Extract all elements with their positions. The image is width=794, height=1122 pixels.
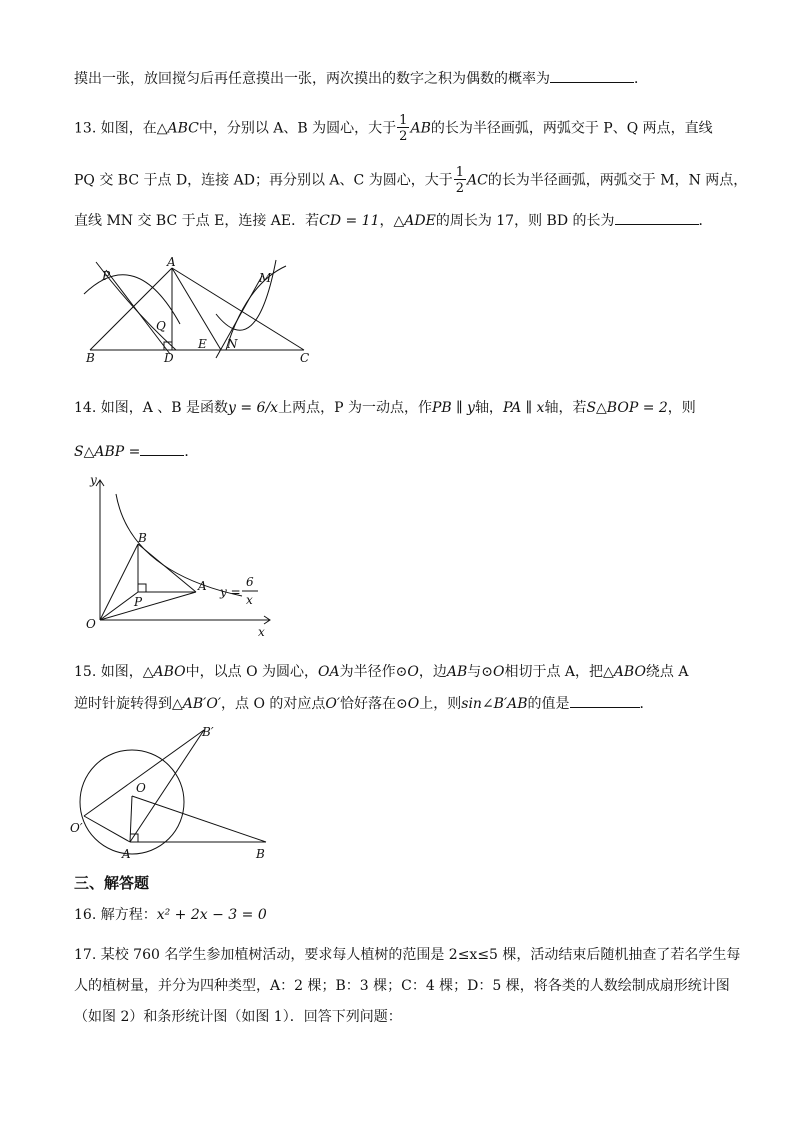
q14-parallel: PA ∥ x (502, 400, 545, 416)
q17-line1: 17. 某校 760 名学生参加植树活动，要求每人植树的范围是 2≤x≤5 棵，活动结束后随机抽查了若名学生每 (74, 947, 741, 963)
label-b-prime: B′ (202, 725, 214, 739)
answer-blank (615, 212, 699, 225)
answer-blank (570, 695, 640, 708)
q14-area-unknown: S△ABP = (74, 444, 141, 460)
label-a: A (198, 579, 207, 593)
q17-line2: 人的植树量，并分为四种类型，A：2 棵；B：3 棵；C：4 棵；D：5 棵，将各类的人数绘制成扇形统计图 (74, 978, 730, 994)
q13-text: 的长为半径画弧，两弧交于 M，N 两点， (487, 172, 748, 189)
q13-line1 (74, 114, 713, 143)
q15-line1: 15. 如图，△ABO中，以点 O 为圆心，OA为半径作⊙O，边AB与⊙O相切于点 A，把△ABO绕点 A (74, 664, 689, 680)
q13-text: 13. 如图，在 (74, 120, 157, 137)
q12-line: 摸出一张，放回搅匀后再任意摸出一张，两次摸出的数字之积为偶数的概率为 ． (74, 71, 648, 87)
q14-parallel: PB ∥ y (431, 400, 475, 416)
label-e: E (198, 337, 207, 351)
label-a: A (167, 255, 176, 269)
q15-text: 逆时针旋转得到 (74, 696, 172, 712)
label-c: C (300, 351, 310, 365)
label-m: M (259, 271, 272, 285)
q15-triangle: △ABO (142, 664, 186, 680)
q13-segment: AB (410, 120, 431, 137)
q16-text: 16. 解方程： (74, 907, 157, 923)
q15-figure (70, 716, 280, 864)
label-p: P (102, 269, 111, 283)
q15-text: 15. 如图， (74, 664, 143, 680)
q14-area: S△BOP = 2 (586, 400, 668, 416)
q13-segment: AC (466, 172, 488, 189)
q14-line2: S△ABP = ． (74, 444, 199, 460)
q14-text: 14. 如图，A 、B 是函数 (74, 400, 229, 416)
q13-triangle: △ABC (156, 120, 199, 137)
q14-figure (74, 472, 274, 642)
q13-line2 (74, 166, 747, 195)
section-heading: 三、解答题 (74, 874, 150, 892)
fraction: $\frac{1}{2}$ (455, 165, 464, 196)
origin-label: O (86, 617, 96, 631)
label-d: D (164, 351, 174, 365)
label-b: B (138, 531, 147, 545)
label-o: O (136, 781, 146, 795)
q13-text: PQ 交 BC 于点 D，连接 AD；再分别以 A、C 为圆心，大于 (74, 172, 453, 189)
axis-x-label: x (258, 625, 265, 639)
q14-text: 上两点，P 为一动点，作 (278, 400, 432, 416)
q13-text: 的长为半径画弧，两弧交于 P、Q 两点，直线 (430, 120, 713, 137)
q12-text: 摸出一张，放回搅匀后再任意摸出一张，两次摸出的数字之积为偶数的概率为 (74, 71, 550, 87)
q16-line (74, 904, 267, 924)
q14-function: y = 6/x (228, 400, 279, 416)
function-label: y = (220, 585, 241, 599)
q15-line2: 逆时针旋转得到△AB′O′，点 O 的对应点O′恰好落在⊙O上，则sin∠B′AB的值是 ． (74, 696, 654, 712)
function-denominator: x (246, 593, 253, 607)
answer-blank (140, 443, 184, 456)
label-o-prime: O′ (70, 821, 83, 835)
label-b: B (86, 351, 95, 365)
label-n: N (227, 337, 238, 351)
q13-text: 直线 MN 交 BC 于点 E，连接 AE．若 (74, 213, 320, 229)
q13-line3: 直线 MN 交 BC 于点 E，连接 AE．若CD = 11，△ADE的周长为 17，则 BD 的长为 ． (74, 213, 713, 229)
axis-y-label: y (90, 473, 97, 487)
label-a: A (122, 847, 131, 861)
q13-text: 中，分别以 A、B 为圆心，大于 (198, 120, 397, 137)
q13-triangle: △ADE (393, 213, 436, 229)
q13-text: 的周长为 17，则 BD 的长为 (435, 213, 615, 229)
q16-equation: x² + 2x − 3 = 0 (156, 907, 267, 923)
q17-line3: （如图 2）和条形统计图（如图 1）．回答下列问题： (74, 1009, 402, 1025)
q13-figure (76, 254, 316, 366)
q14-line1: 14. 如图，A 、B 是函数y = 6/x上两点，P 为一动点，作PB ∥ y轴，PA ∥ x轴，若S△BOP = 2，则 (74, 400, 696, 416)
function-numerator: 6 (246, 575, 254, 589)
label-q: Q (156, 319, 166, 333)
label-b: B (256, 847, 265, 861)
q13-equation: CD = 11 (319, 213, 380, 229)
label-p: P (134, 595, 143, 609)
answer-blank (550, 70, 634, 83)
fraction: $\frac{1}{2}$ (399, 113, 408, 144)
